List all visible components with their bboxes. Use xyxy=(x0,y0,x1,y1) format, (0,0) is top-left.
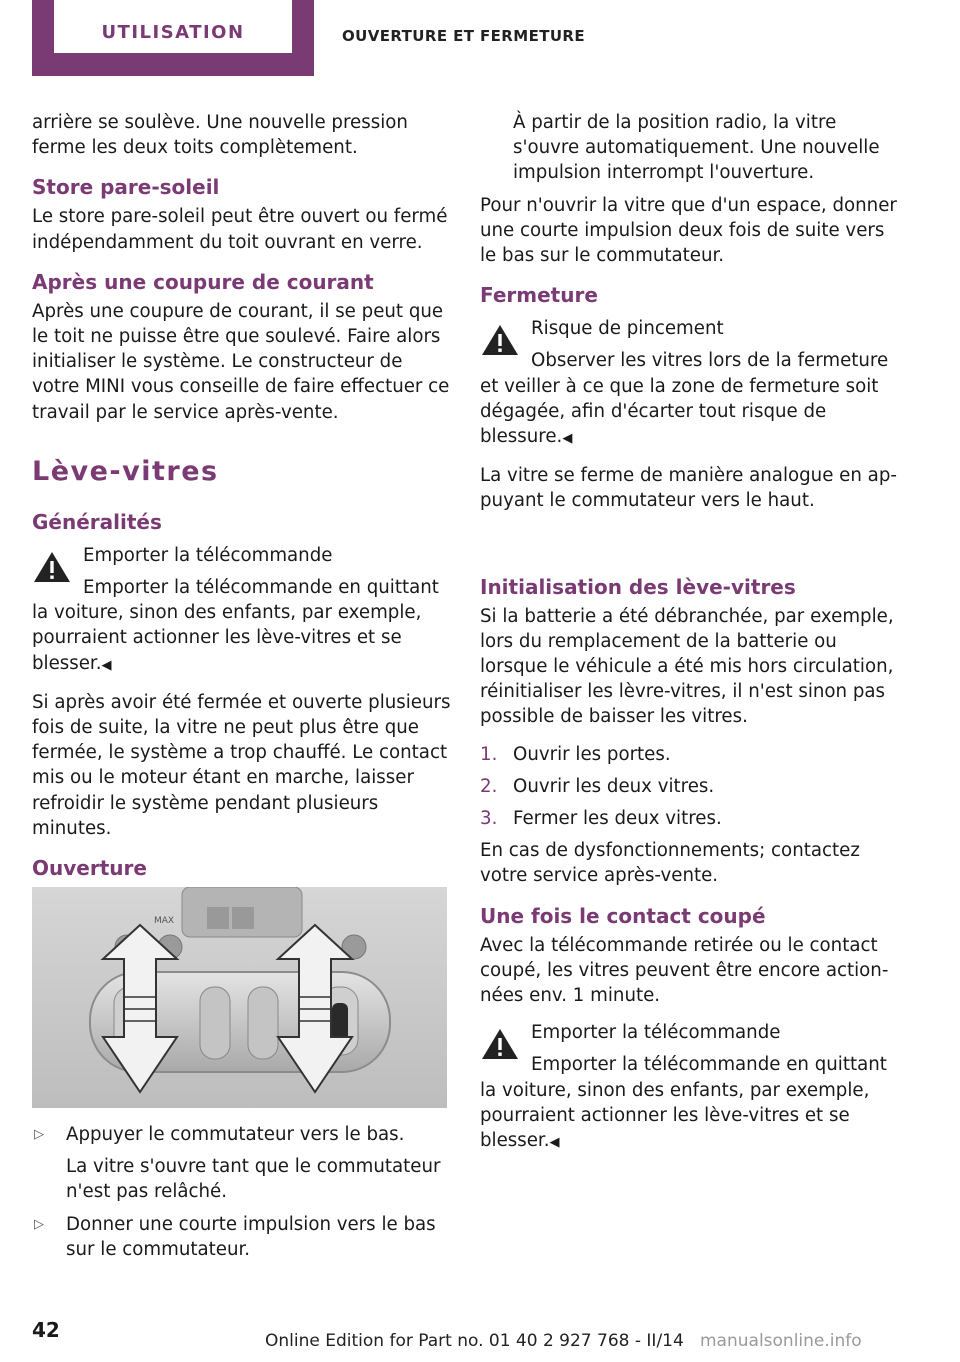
step-text: Ouvrir les deux vitres. xyxy=(513,775,715,797)
warning-triangle-icon xyxy=(480,322,520,358)
left-column xyxy=(32,110,452,1269)
warning-triangle-icon xyxy=(480,1026,520,1062)
switch-panel-illustration xyxy=(32,887,447,1108)
triangle-bullet-icon: ▷ xyxy=(34,1216,44,1232)
paragraph-coupure: Après une coupure de courant, il se peut que le toit ne puisse être que soulevé. Faire alors initialiser le système. Le constructeur de votre MINI vous conseille de faire effectuer ce travail par le service après-vente. xyxy=(32,300,450,423)
paragraph-fermeture: La vitre se ferme de manière analogue en appuyant le commutateur vers le haut. xyxy=(480,465,897,512)
step-number: 1. xyxy=(480,743,498,765)
list-item xyxy=(480,774,900,799)
heading-fermeture: Fermeture xyxy=(480,283,598,308)
paragraph-dysfonctionnements: En cas de dysfonctionnements; contactez votre service après-vente. xyxy=(480,840,860,887)
warning-triangle-icon xyxy=(32,549,72,585)
right-column xyxy=(480,110,900,1167)
heading-coupure-courant: Après une coupure de courant xyxy=(32,269,374,294)
section-tab-label: UTILISATION xyxy=(101,22,245,43)
step-text: Ouvrir les portes. xyxy=(513,743,671,765)
heading-contact-coupe: Une fois le contact coupé xyxy=(480,903,766,928)
heading-initialisation: Initialisation des lève-vitres xyxy=(480,574,796,599)
list-item xyxy=(480,806,900,831)
heading-ouverture: Ouverture xyxy=(32,856,147,881)
breadcrumb: OUVERTURE ET FERMETURE xyxy=(342,27,586,45)
warning-title: Emporter la télécommande xyxy=(83,544,333,566)
warning-block-pincement xyxy=(480,316,900,451)
list-item-text: Donner une courte impulsion vers le bas sur le commutateur. xyxy=(66,1213,436,1260)
heading-generalites: Généralités xyxy=(32,509,162,534)
step-number: 2. xyxy=(480,775,498,797)
watermark: manualsonline.info xyxy=(700,1331,862,1351)
paragraph-espace: Pour n'ouvrir la vitre que d'un espace, donner une courte impulsion deux fois de suite vers le bas sur le commutateur. xyxy=(480,194,897,267)
paragraph-position-radio: À partir de la position radio, la vitre s'ouvre automatiquement. Une nouvelle impulsion interrompt l'ouverture. xyxy=(513,112,880,184)
paragraph-surchauffe: Si après avoir été fermée et ouverte plusieurs fois de suite, la vitre ne peut plus être que fermée, le système a trop chauffé. Le contact mis ou le moteur étant en marche, laisser refroidir le système pendant plusieurs minutes. xyxy=(32,691,451,839)
max-label: MAX xyxy=(154,916,175,927)
paragraph-initialisation: Si la batterie a été débranchée, par exemple, lors du remplacement de la batterie ou lorsque le véhicule a été mis hors circulation, réinitialiser les lèvre-vitres, il n'est sinon pas possible de baisser les vitres. xyxy=(480,605,894,728)
list-item-subtext: La vitre s'ouvre tant que le commutateur n'est pas relâché. xyxy=(66,1156,441,1203)
end-mark: ◀ xyxy=(562,431,573,447)
paragraph-contact-coupe: Avec la télécommande retirée ou le contact coupé, les vitres peuvent être encore actionnées env. 1 minute. xyxy=(480,934,889,1007)
list-item xyxy=(32,1122,452,1147)
triangle-bullet-icon: ▷ xyxy=(34,1127,44,1143)
warning-body: Observer les vitres lors de la fermeture et veiller à ce que la zone de fermeture soit dégagée, afin d'écarter tout risque de blessure. xyxy=(480,350,889,448)
heading-store-pare-soleil: Store pare-soleil xyxy=(32,175,220,200)
warning-title: Emporter la télécommande xyxy=(531,1022,781,1044)
page-number: 42 xyxy=(32,1318,60,1342)
step-number: 3. xyxy=(480,808,498,830)
warning-title: Risque de pincement xyxy=(531,318,724,340)
window-switch-figure xyxy=(32,887,447,1108)
list-item-text: Appuyer le commutateur vers le bas. xyxy=(66,1124,405,1146)
warning-block-telecommande xyxy=(32,543,452,678)
list-item xyxy=(32,1212,452,1262)
paragraph-store: Le store pare-soleil peut être ouvert ou fermé indépendamment du toit ouvrant en verre. xyxy=(32,206,448,253)
step-text: Fermer les deux vitres. xyxy=(513,808,722,830)
edition-footer: Online Edition for Part no. 01 40 2 927 768 - II/14 xyxy=(265,1331,684,1351)
warning-body: Emporter la télécommande en quittant la voiture, sinon des enfants, par exemple, pourraient actionner les lève-vitres et se blesser. xyxy=(480,1054,887,1152)
list-item xyxy=(480,742,900,767)
end-mark: ◀ xyxy=(101,657,112,673)
warning-body: Emporter la télécommande en quittant la voiture, sinon des enfants, par exemple, pourraient actionner les lève-vitres et se blesser. xyxy=(32,577,439,674)
end-mark: ◀ xyxy=(549,1135,560,1151)
heading-leve-vitres: Lève-vitres xyxy=(32,455,219,487)
warning-block-telecommande-2 xyxy=(480,1020,900,1155)
paragraph-roof-continued: arrière se soulève. Une nouvelle pression ferme les deux toits complètement. xyxy=(32,112,408,159)
